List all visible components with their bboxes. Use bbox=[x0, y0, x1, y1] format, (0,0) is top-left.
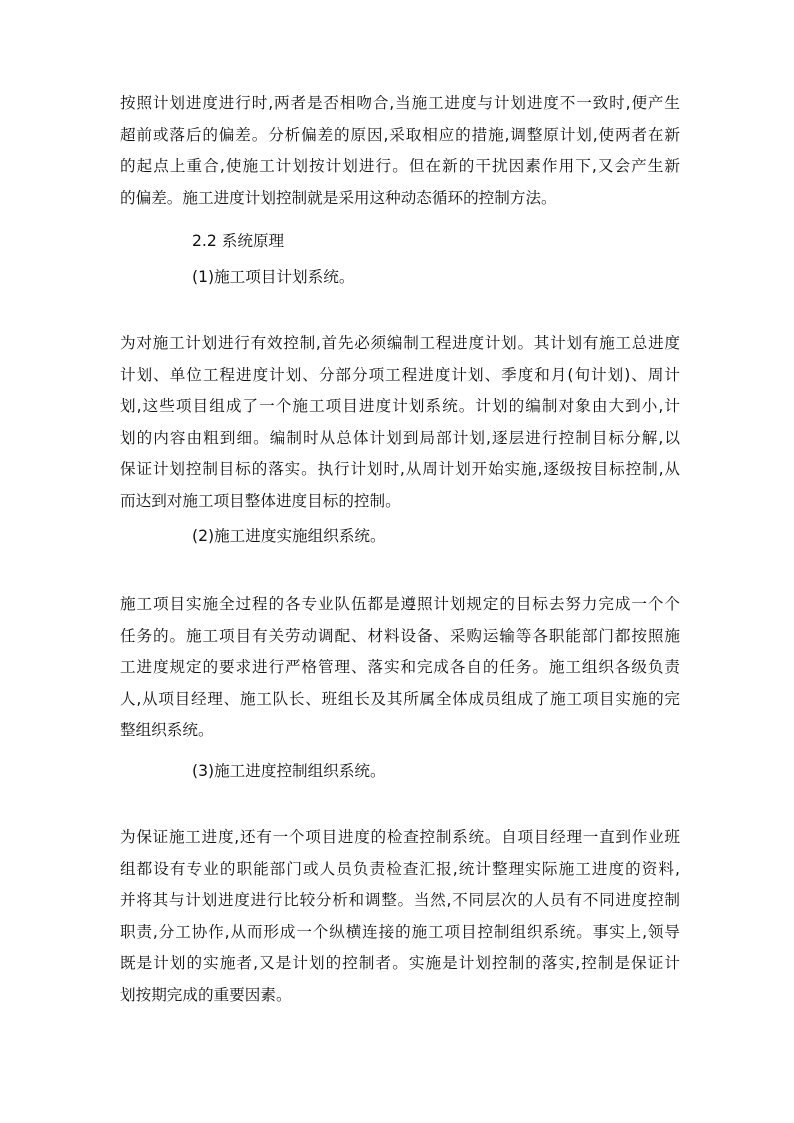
text-line: 既是计划的实施者,又是计划的控制者。实施是计划控制的落实,控制是保证计 bbox=[120, 954, 680, 972]
paragraph-plan-system bbox=[120, 328, 680, 517]
text-line: 人,从项目经理、施工队长、班组长及其所属全体成员组成了施工项目实施的完 bbox=[120, 689, 680, 708]
text-line: 的起点上重合,使施工计划按计划进行。但在新的干扰因素作用下,又会产生新 bbox=[120, 157, 680, 175]
text-line: 工进度规定的要求进行严格管理、落实和完成各自的任务。施工组织各级负责 bbox=[120, 658, 680, 676]
section-heading: 2.2 系统原理 bbox=[192, 232, 285, 250]
text-line: 任务的。施工项目有关劳动调配、材料设备、采购运输等各职能部门都按照施 bbox=[120, 626, 680, 645]
text-line: 划的内容由粗到细。编制时从总体计划到局部计划,逐层进行控制目标分解,以 bbox=[120, 428, 680, 447]
text-line: 为对施工计划进行有效控制,首先必须编制工程进度计划。其计划有施工总进度 bbox=[120, 334, 680, 352]
subsection-heading-control-system: (3)施工进度控制组织系统。 bbox=[192, 762, 386, 780]
text-line: 为保证施工进度,还有一个项目进度的检查控制系统。自项目经理一直到作业班 bbox=[120, 828, 680, 846]
text-line: 职责,分工协作,从而形成一个纵横连接的施工项目控制组织系统。事实上,领导 bbox=[120, 922, 680, 941]
text-line: 按照计划进度进行时,两者是否相吻合,当施工进度与计划进度不一致时,便产生 bbox=[120, 94, 680, 112]
text-line: 保证计划控制目标的落实。执行计划时,从周计划开始实施,逐级按目标控制,从 bbox=[120, 460, 680, 478]
text-line: 划,这些项目组成了一个施工项目进度计划系统。计划的编制对象由大到小,计 bbox=[120, 397, 680, 415]
text-line: 划按期完成的重要因素。 bbox=[120, 985, 292, 1004]
paragraph-control-system bbox=[120, 822, 680, 1011]
paragraph-implementation-system bbox=[120, 589, 680, 747]
paragraph-deviation bbox=[120, 88, 680, 214]
text-line: 的偏差。施工进度计划控制就是采用这种动态循环的控制方法。 bbox=[120, 188, 557, 207]
subsection-heading-plan-system: (1)施工项目计划系统。 bbox=[192, 268, 355, 286]
text-line: 整组织系统。 bbox=[120, 721, 214, 739]
text-line: 计划、单位工程进度计划、分部分项工程进度计划、季度和月(旬计划)、周计 bbox=[120, 365, 680, 384]
text-line: 并将其与计划进度进行比较分析和调整。当然,不同层次的人员有不同进度控制 bbox=[120, 891, 680, 909]
text-line: 超前或落后的偏差。分析偏差的原因,采取相应的措施,调整原计划,使两者在新 bbox=[120, 125, 680, 144]
text-line: 组都设有专业的职能部门或人员负责检查汇报,统计整理实际施工进度的资料, bbox=[120, 859, 680, 878]
text-line: 而达到对施工项目整体进度目标的控制。 bbox=[120, 491, 401, 510]
text-line: 施工项目实施全过程的各专业队伍都是遵照计划规定的目标去努力完成一个个 bbox=[120, 595, 680, 613]
subsection-heading-implementation-system: (2)施工进度实施组织系统。 bbox=[192, 527, 386, 545]
